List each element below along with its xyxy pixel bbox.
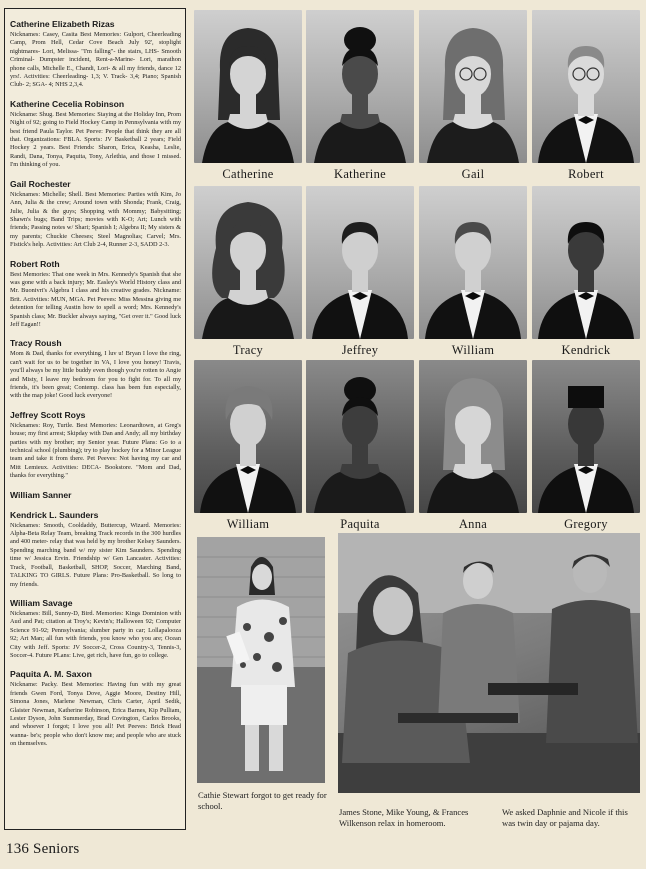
portrait-photo [306,360,414,513]
portrait-card [532,10,640,182]
portrait-card [419,186,527,358]
portrait-photo [419,360,527,513]
candid-photo-homeroom [338,533,640,793]
bio-entry [10,669,181,748]
portrait-card [419,360,527,532]
portrait-figure [419,10,527,163]
bio-name: Kendrick L. Saunders [10,509,99,520]
portrait-caption: William [451,343,495,357]
candid-caption-homeroom: James Stone, Mike Young, & Frances Wilkenson relax in homeroom. [339,807,469,828]
portrait-photo [532,186,640,339]
portrait-photo [419,186,527,339]
portrait-caption: Paquita [340,517,380,531]
bio-text: Nicknames: Bill, Sunny-D, Bird. Memories: Kings Dominion with Aud and Pat; citation at Troy's; Kevin's; Halloween 92; Computer Science 91-92; Pennsylvania; slumber party in car; Lollapalooza 92; Art Man; all fun with friends, you know who you are; Ocean City with Jeff. Sports: JV Soccer-2, Cross Country-3, Tennis-3, Soccer-4. Future PLans: Live, get rich, have fun, go to college. [10,609,181,659]
bio-text: Nicknames: Roy, Turtle. Best Memories: Leonardtown, at Greg's house; my first arrest; Skipday with Dan and Andy; all my birthday parties with my brother; my Senior year. Future Plans: Go to a technical school (plumbing); try to play hockey for a Minor League team and take it from there. Pet Peeves: Not having my car and Mitt Lemieux. Activities: DECA- Bookstore. "Mom and Dad, thanks for everything." [10,421,181,480]
portrait-photo [194,10,302,163]
portrait-photo [532,360,640,513]
portrait-photo [306,186,414,339]
candid-caption-twin-day: We asked Daphnie and Nicole if this was twin day or pajama day. [502,807,628,828]
portrait-figure [532,186,640,339]
bio-name: Paquita A. M. Saxon [10,669,92,680]
portrait-card [194,360,302,532]
portrait-caption: Anna [458,517,488,531]
bio-text: Nicknames: Smooth, Cooldaddy, Buttercup, Wizard. Memories: Alpha-Beta Relay Team, breaking Track records in the 300 hurdles and 400 meter- relay that was held by my brother Kelsey Saunders. Spending marching band w/ my sister Kim Saunders. Spending time w/ Jessica Ervin. Friendship w/ Gen Lancaster. Activities: Track, Football, Basketball, SHOP, Soccer, Marching Band, TALKING TO GIRLS. Future Plans: Pro-Basketball. So long to my friends. [10,521,181,588]
bio-text: Nickname: Shug. Best Memories: Staying at the Holiday Inn, Prom Night of 92; going to Field Hockey Camp in Pennsylvania with my best friend Paula Taylor. Pet Peeve: People that think they are all that. Organizations: FBLA. Sports: JV Basketball 2 years; Field Hockey 2 years. Best Friends: Sharon, Erica, Keasha, Leslie, Randi, Dana, Tonya, Paquita, Tony, Arlethia, and those I missed. I'm thinking of you. [10,110,181,169]
portrait-figure [306,10,414,163]
bio-entry [10,99,181,170]
portrait-card [419,10,527,182]
portrait-figure [194,186,302,339]
portrait-photo [419,10,527,163]
bio-entry [10,410,181,481]
bio-entry [10,510,181,589]
portrait-figure [306,186,414,339]
portrait-figure [306,360,414,513]
portrait-caption: Catherine [222,167,274,181]
bio-text: Nickname: Packy. Best Memories: Having fun with my great friends Gwen Ford, Tonya Dove, Aggie Moore, Destiny Hill, Simona Jones, Marlene Newman, Chris Carter, April Sedik, Glaister Newman, Katherine Robinson, Erica Barnes, Kip Pulliam, Lester Dyson, John Summerday, Brad Covington, Carlos Brooks, and whoever I forgot; I love you all! Pet Peeves: Brick Head wanna- be's; people who don't know me; and people who are stuck on themselves. [10,681,181,748]
portrait-caption: Gregory [564,517,608,531]
bio-name: William Sanner [10,489,72,500]
portrait-figure [194,10,302,163]
portrait-card [306,186,414,358]
bio-name: Catherine Elizabeth Rizas [10,19,115,29]
portrait-caption: Kendrick [561,343,611,357]
portrait-card [194,186,302,358]
portrait-figure [419,360,527,513]
portrait-figure [419,186,527,339]
bio-text: Nicknames: Casey, Casita Best Memories: Gulport, Cheerleading Camp, Prom Hell, Cedar Cove Beach July 92', stoplight nightmares- Lori, Melissa- "I'm falling"- the stairs, LHS- Smooth Criminal- Dumpster incident, Rent-a-Marine- Lori, marathon phone calls, Michelle E., Chandi, Lori- & all my friends, dance 12 yrs!. Activities: Cheerleading- 1,3; V. Track- 3,4; Piano; Spanish Club- 2; SGA- 4; NHS 2,3,4. [10,31,181,89]
portrait-photo [532,10,640,163]
bio-name: William Savage [10,597,73,608]
page-folio: 136 Seniors [6,841,80,857]
bio-entry [10,490,181,501]
bio-entry [10,259,181,330]
bio-name: Jeffrey Scott Roys [10,409,86,420]
bio-entry [10,19,181,90]
portrait-card [532,360,640,532]
bio-entry [10,179,181,250]
candid-photo-cathie-figure [197,537,325,783]
portrait-photo [306,10,414,163]
bio-entry [10,598,181,660]
candid-caption-cathie: Cathie Stewart forgot to get ready for school. [198,790,327,811]
portrait-caption: William [226,517,270,531]
bio-name: Gail Rochester [10,178,71,189]
bio-text: Nicknames: Michelle; Shell. Best Memories: Parties with Kim, Jo Ann, Julia & the crew; Around town with Shonda; Frank, Craig, Julie, Julia & the guys; Shopping with Mommy; Babysitting; Shawn's bugs; Band Trips; movies with K-O; Art; Lunch with friends; Passing notes w/ Shari; Spanish I; Algebra II; My sisters & my parents; Chuckie Cheeses; Steel Magnolias; Carvel; Mrs. Fistick's help. Activities: Art Club 2-4, Runner 2-3, SADD 2-3. [10,190,181,249]
portrait-figure [532,360,640,513]
bio-entry [10,338,181,400]
portrait-card [532,186,640,358]
portrait-caption: Gail [461,167,485,181]
portrait-card [306,360,414,532]
candid-photo-homeroom-figures [338,533,640,793]
portrait-caption: Katherine [334,167,386,181]
portrait-caption: Jeffrey [341,343,379,357]
portrait-caption: Tracy [232,343,264,357]
bio-name: Robert Roth [10,258,60,269]
portrait-caption: Robert [568,167,604,181]
bio-name: Katherine Cecelia Robinson [10,98,125,109]
portrait-figure [532,10,640,163]
bio-name: Tracy Roush [10,338,62,349]
portrait-grid [194,10,640,531]
portrait-figure [194,360,302,513]
bio-text: Mom & Dad, thanks for everything, I luv u! Bryan I love the ring, can't wait for us to be together in VA, I love you honey! Travis, you'll always be my little buddy even though you're rotten to Angie and Misty, I leave my bedroom for you to fight for. To all my friends, it's been great; Contemp. class has been fun especially, with the map joke! Good luck everyone! [10,350,181,400]
portrait-photo [194,186,302,339]
portrait-photo [194,360,302,513]
senior-bios-panel [4,8,186,830]
bio-text: Best Memories: That one week in Mrs. Kennedy's Spanish that she was gone with a back injury; Mr. Easley's World History class and Mr. Buonivri's Algebra I class and his creative grades. Nickname: Brit. Activities: MUN, MGA. Pet Peeves: Miss Messina giving me detention for telling Austin how to spell a word; Mrs. Kennedy's Spanish class; Mr. Buckler always saying, "Get over it." Good luck Jeff Eagan!! [10,270,181,328]
candid-photo-cathie [197,537,325,783]
portrait-card [306,10,414,182]
portrait-card [194,10,302,182]
